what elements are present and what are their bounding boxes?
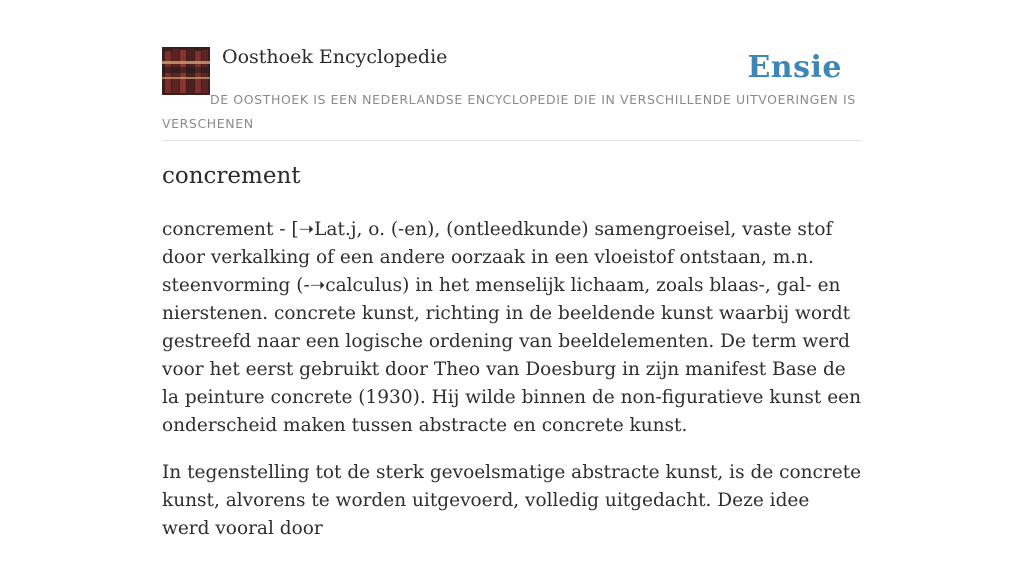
article-body — [162, 216, 862, 562]
article-paragraph: concrement - [➝Lat.j, o. (-en), (ontleedkunde) samengroeisel, vaste stof door verkalking of een andere oorzaak in een vloeistof ontstaan, m.n. steenvorming (-➝calculus) in het menselijk lichaam, zoals blaas-, gal- en nierstenen. concrete kunst, richting in de beeldende kunst waarbij wordt gestreefd naar een logische ordening van beeldelementen. De term werd voor het eerst gebruikt door Theo van Doesburg in zijn manifest Base de la peinture concrete (1930). Hij wilde binnen de non-figuratieve kunst een onderscheid maken tussen abstracte en concrete kunst. — [162, 219, 862, 436]
page — [162, 0, 862, 539]
article-title: concrement — [162, 163, 301, 189]
brand-logo[interactable]: Ensie — [747, 50, 842, 85]
publication-tagline: DE OOSTHOEK IS EEN NEDERLANDSE ENCYCLOPEDIE DIE IN VERSCHILLENDE UITVOERINGEN IS VERSCHENEN — [162, 92, 856, 131]
article-paragraph: In tegenstelling tot de sterk gevoelsmatige abstracte kunst, is de concrete kunst, alvorens te worden uitgevoerd, volledig uitgedacht. Deze idee werd vooral door — [162, 462, 862, 539]
publication-header — [162, 0, 862, 141]
publication-name[interactable]: Oosthoek Encyclopedie — [222, 46, 448, 68]
